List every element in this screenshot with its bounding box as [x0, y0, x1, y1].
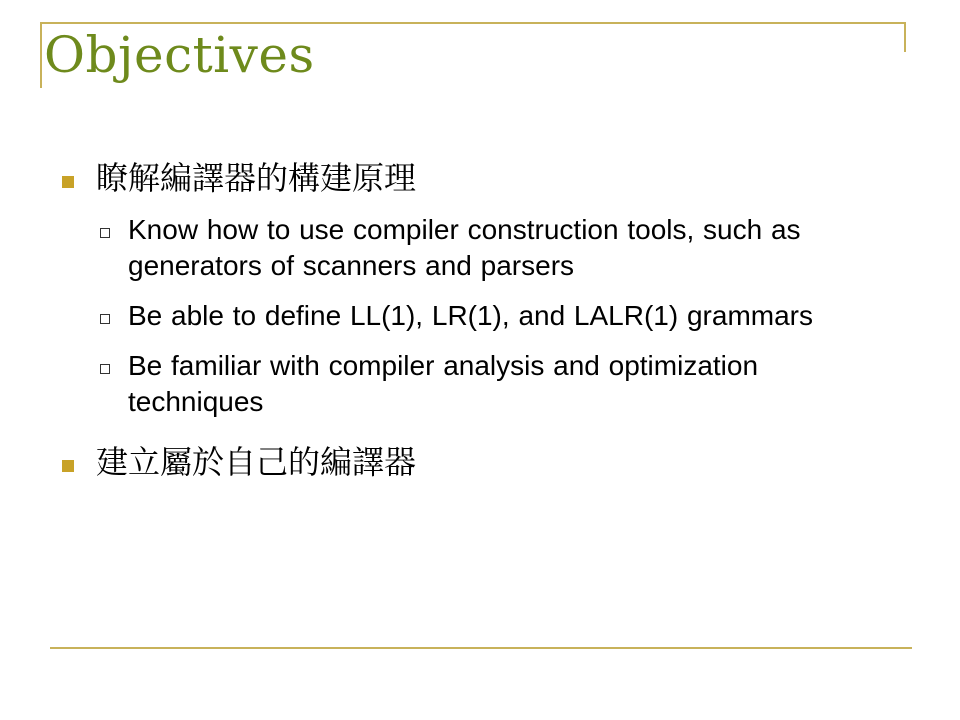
bullet-item: [60, 150, 890, 420]
sub-bullet-item: [96, 298, 890, 334]
hollow-square-bullet-icon: [100, 228, 110, 238]
top-rule: [40, 22, 906, 24]
square-bullet-icon: [62, 460, 74, 472]
bullet-item: [60, 434, 890, 490]
sub-bullet-text: Be able to define LL(1), LR(1), and LALR(1) grammars: [128, 300, 813, 331]
hollow-square-bullet-icon: [100, 364, 110, 374]
right-rule: [904, 22, 906, 52]
square-bullet-icon: [62, 176, 74, 188]
sub-bullet-text: Know how to use compiler construction tools, such as generators of scanners and parsers: [128, 214, 801, 281]
sub-bullet-item: [96, 212, 890, 284]
bullet-text: 建立屬於自己的編譯器: [96, 443, 417, 481]
bullet-text: 瞭解編譯器的構建原理: [96, 159, 417, 197]
sub-bullet-list: [96, 212, 890, 420]
hollow-square-bullet-icon: [100, 314, 110, 324]
sub-bullet-item: [96, 348, 890, 420]
bullet-list: [60, 150, 890, 490]
sub-bullet-text: Be familiar with compiler analysis and optimization techniques: [128, 350, 759, 417]
slide-title: Objectives: [44, 26, 315, 84]
bottom-rule: [50, 647, 912, 649]
left-rule: [40, 22, 42, 88]
